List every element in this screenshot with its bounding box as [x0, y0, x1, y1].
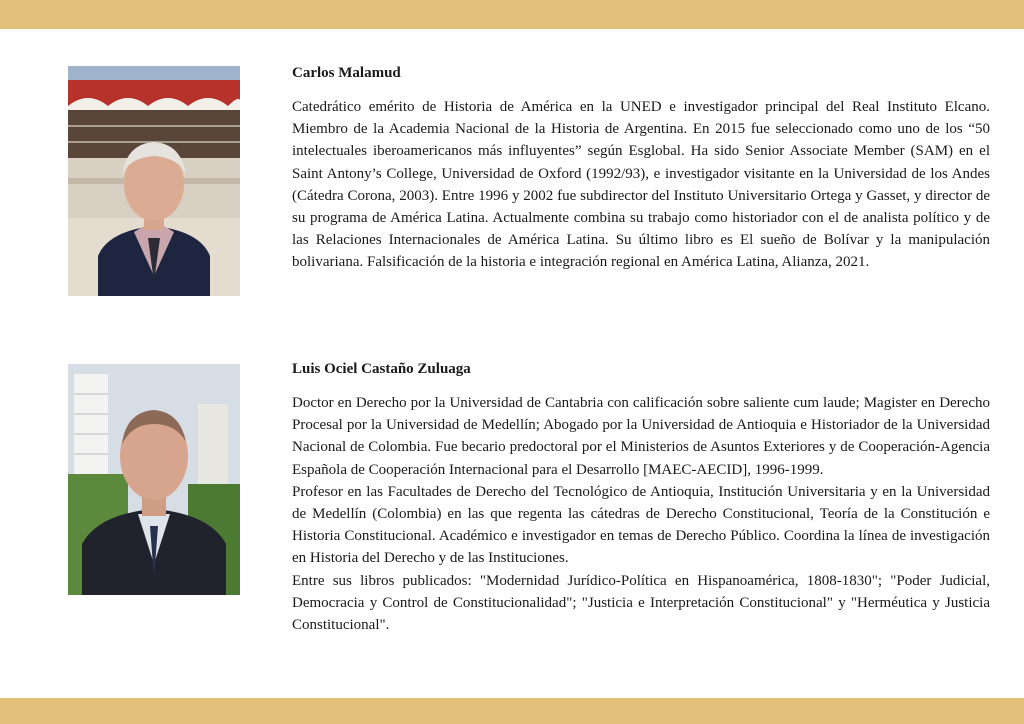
- bio-paragraph: Doctor en Derecho por la Universidad de Cantabria con calificación sobre saliente cum laude; Magister en Derecho Procesal por la Universidad de Medellín; Abogado por la Universidad de Antioquia e Historiador de la Universidad Nacional de Colombia. Fue becario predoctoral por el Ministerios de Asuntos Exteriores y de Cooperación-Agencia Española de Cooperación Internacional para el Desarrollo [MAEC-AECID], 1996-1999.: [292, 395, 990, 478]
- bio-section-luis-ociel-castano-zuluaga: [292, 360, 990, 636]
- portrait-photo-luis-ociel-castano-zuluaga: [68, 364, 240, 595]
- bio-paragraph: Catedrático emérito de Historia de América en la UNED e investigador principal del Real Instituto Elcano. Miembro de la Academia Nacional de la Historia de Argentina. En 2015 fue seleccionado como uno de los “50 intelectuales iberoamericanos más influyentes” según Esglobal. Ha sido Senior Associate Member (SAM) en el Saint Antony’s College, Universidad de Oxford (1992/93), e investigador visitante en la Universidad de los Andes (Cátedra Corona, 2003). Entre 1996 y 2002 fue subdirector del Instituto Universitario Ortega y Gasset, y director de su programa de América Latina. Actualmente combina su trabajo como historiador con el de analista político y de las Relaciones Internacionales de América Latina. Su último libro es El sueño de Bolívar y la manipulación bolivariana. Falsificación de la historia e integración regional en América Latina, Alianza, 2021.: [292, 99, 990, 271]
- portrait-photo-carlos-malamud: [68, 66, 240, 296]
- bio-paragraph: Entre sus libros publicados: "Modernidad Jurídico-Política en Hispanoamérica, 1808-1830"; "Poder Judicial, Democracia y Control de Constitucionalidad"; "Justicia e Interpretación Constitucional" y "Herméutica y Justicia Constitucional".: [292, 572, 990, 634]
- bio-section-carlos-malamud: [292, 64, 990, 274]
- person-name: Luis Ociel Castaño Zuluaga: [292, 361, 471, 377]
- top-decorative-band: [0, 0, 1024, 29]
- bottom-decorative-band: [0, 698, 1024, 724]
- person-name: Carlos Malamud: [292, 65, 401, 81]
- bio-paragraph: Profesor en las Facultades de Derecho del Tecnológico de Antioquia, Institución Universitaria y en la Universidad de Medellín (Colombia) en las que regenta las cátedras de Derecho Constitucional, Teoría de la Constitución e Historia Constitucional. Académico e investigador en temas de Derecho Público. Coordina la línea de investigación en Historia del Derecho y de las Instituciones.: [292, 483, 990, 567]
